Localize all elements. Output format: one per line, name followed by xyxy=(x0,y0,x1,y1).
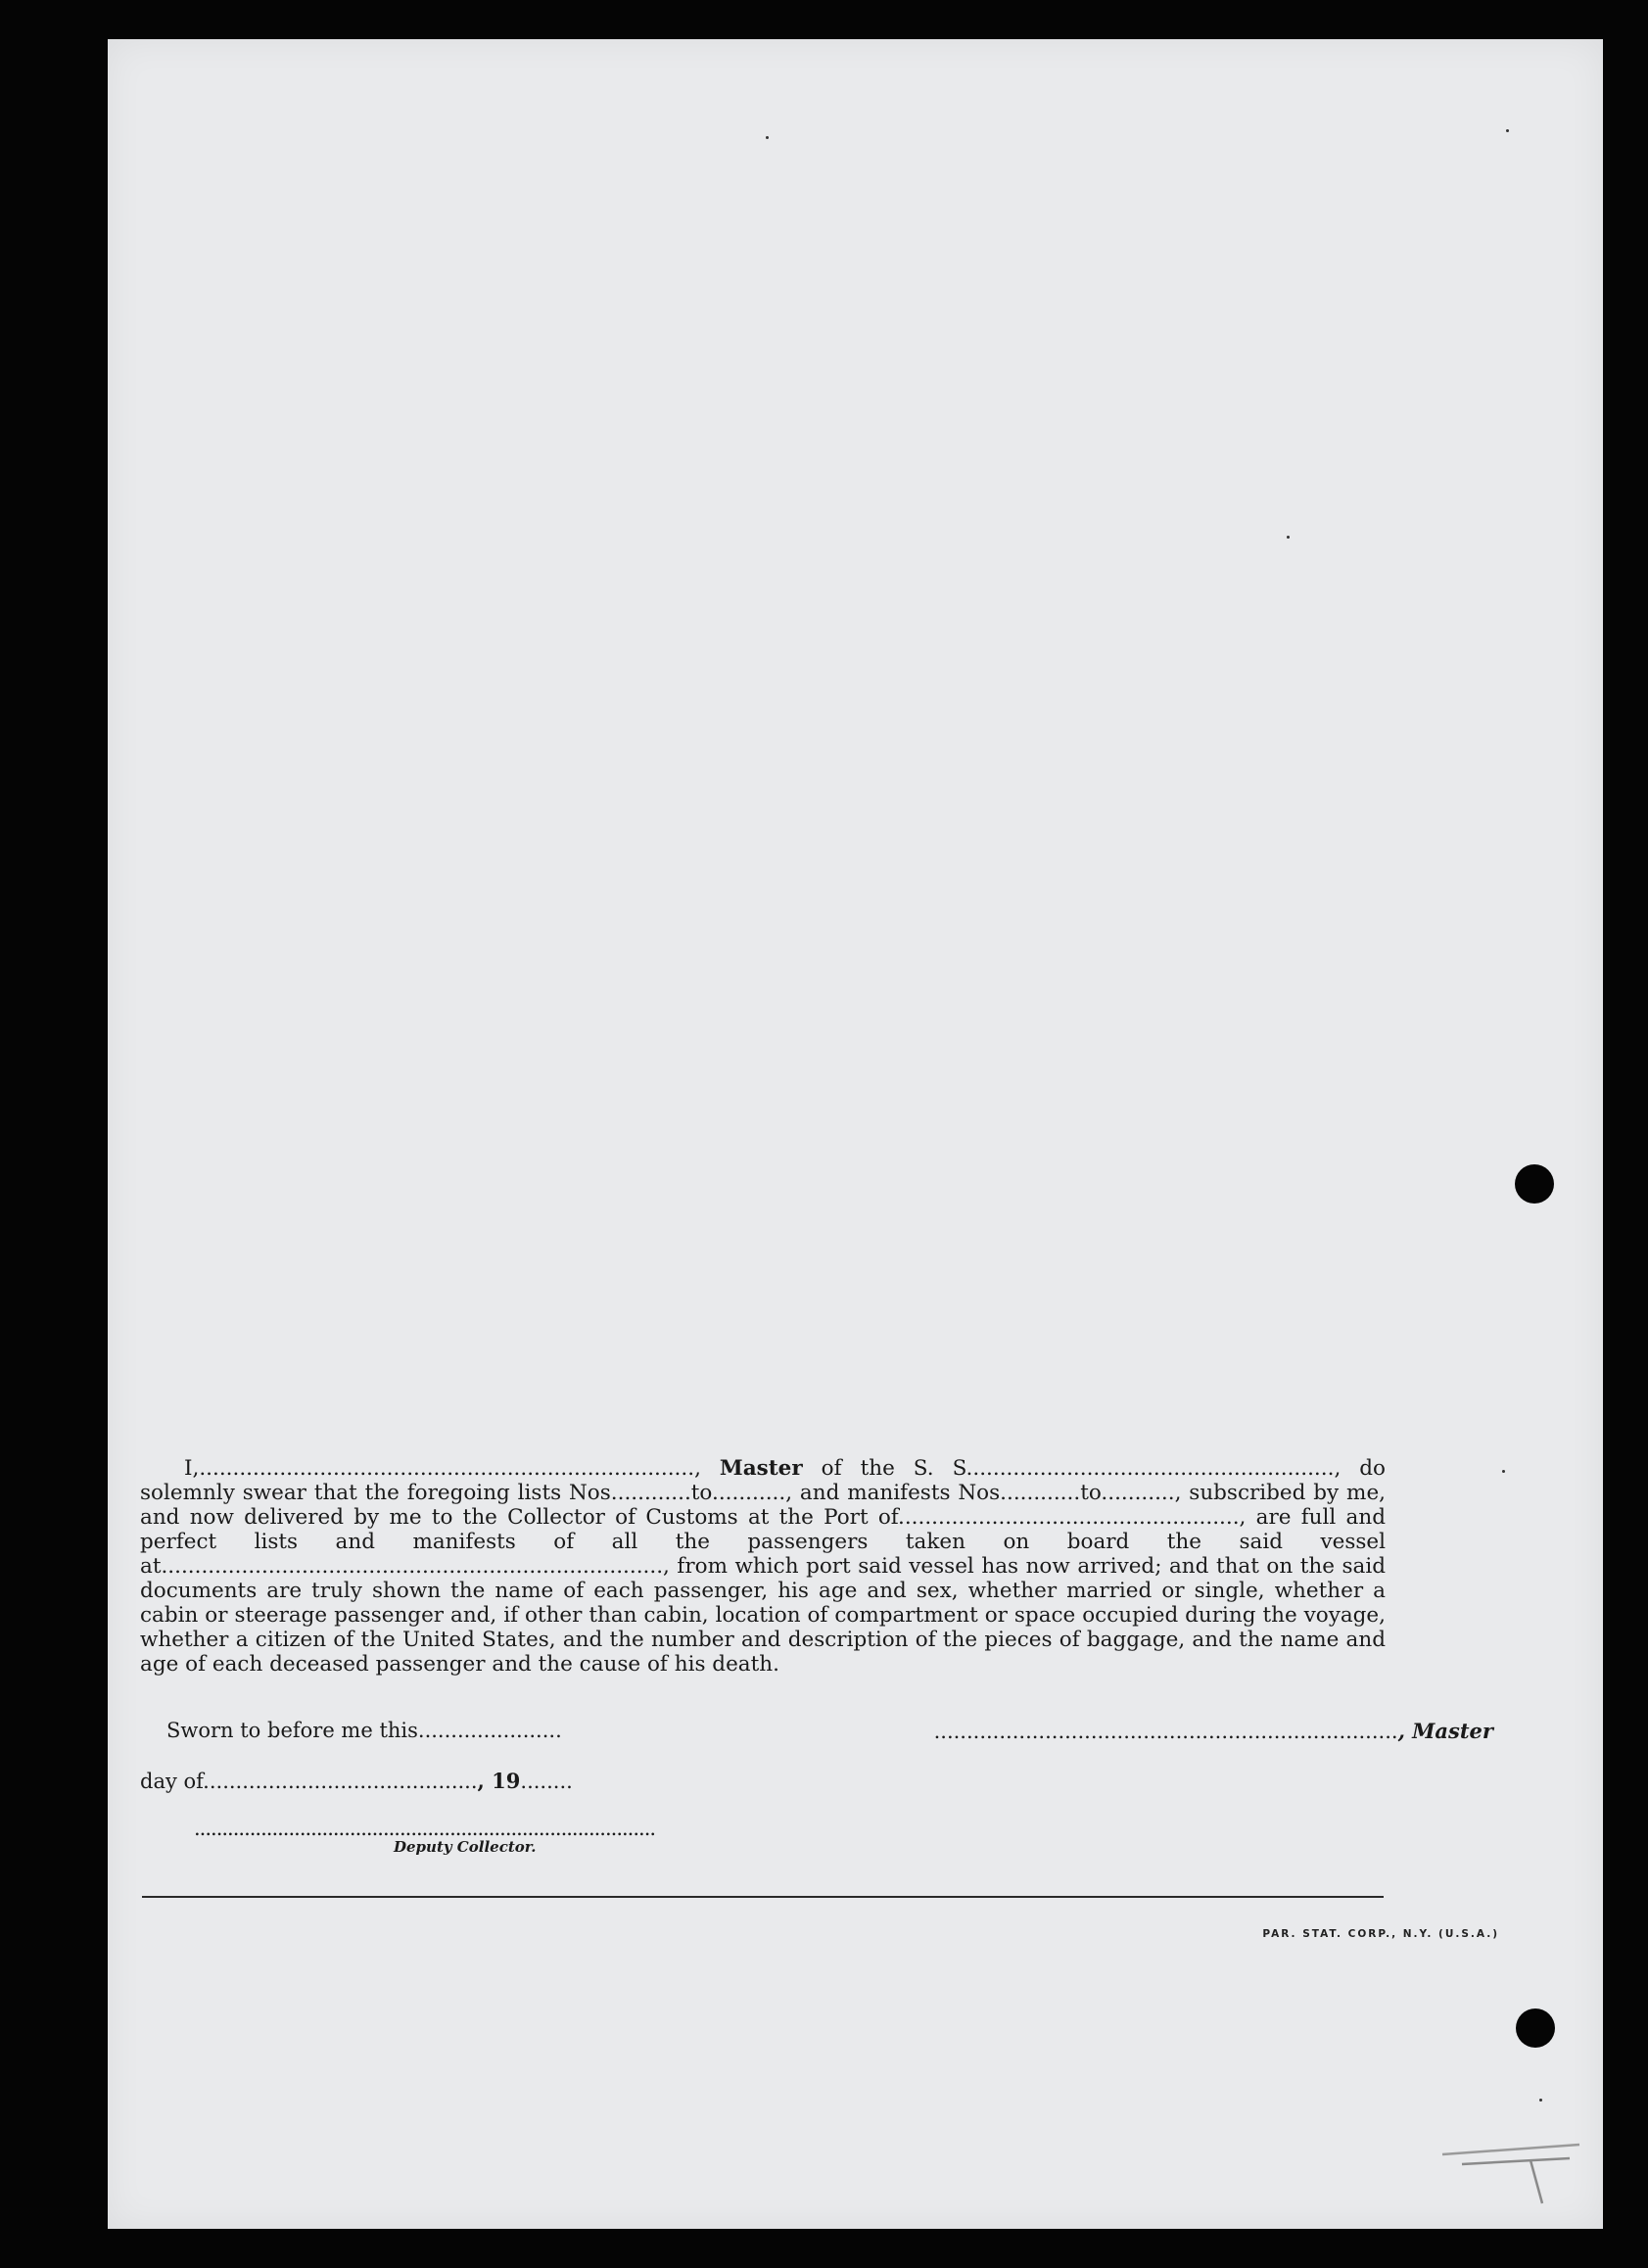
lists-from-field[interactable]: ............ xyxy=(610,1481,691,1505)
manifests-to-field[interactable]: ........... xyxy=(1101,1481,1175,1505)
master-name-field[interactable]: .......................................................................... xyxy=(199,1456,695,1481)
deputy-signature-field[interactable]: ................................................................................... xyxy=(194,1817,656,1840)
manifests-from-field[interactable]: ............ xyxy=(1000,1481,1081,1505)
dust-speck xyxy=(1506,129,1509,132)
sworn-day-field[interactable]: ...................... xyxy=(417,1719,562,1742)
master-signature-line xyxy=(934,1719,1493,1743)
master-signature-field[interactable]: ....................................................................... xyxy=(933,1720,1398,1743)
form-page xyxy=(108,39,1603,2229)
master-signature-label: , Master xyxy=(1397,1719,1493,1743)
day-of-line: day of.........................................., 19........ xyxy=(140,1769,573,1793)
dust-speck xyxy=(1539,2099,1542,2102)
master-bold-label: Master xyxy=(719,1456,803,1481)
punch-hole xyxy=(1516,2008,1555,2048)
deputy-collector-label: Deputy Collector. xyxy=(394,1838,537,1856)
lists-to-field[interactable]: ........... xyxy=(712,1481,786,1505)
year-field[interactable]: ........ xyxy=(520,1770,573,1793)
printer-imprint: PAR. STAT. CORP., N.Y. (U.S.A.) xyxy=(1262,1928,1499,1940)
handwritten-mark xyxy=(1433,2135,1589,2213)
dust-speck xyxy=(1502,1470,1505,1473)
sworn-line: Sworn to before me this...................... xyxy=(166,1719,562,1742)
dust-speck xyxy=(766,136,769,139)
port-field[interactable]: ................................................... xyxy=(898,1505,1240,1530)
master-oath-paragraph: I,.........................................................................., Master of the S. S......................................................., do solemnly swear that the foregoing lists Nos............to..........., and manifests Nos............to..........., subscribed by me, and now delivered by me to the Collector of Customs at the Port of..................................................., are full and perfect lists and manifests of all the passengers taken on board the said vessel at..........................................................................., from which port said vessel has now arrived; and that on the said documents are truly shown the name of each passenger, his age and sex, whether married or single, whether a cabin or steerage passenger and, if other than cabin, location of compartment or space occupied during the voyage, whether a citizen of the United States, and the number and description of the pieces of baggage, and the name and age of each deceased passenger and the cause of his death. xyxy=(140,1456,1386,1677)
dust-speck xyxy=(1287,536,1290,539)
vessel-name-field[interactable]: ...................................................... xyxy=(972,1456,1335,1481)
bottom-rule xyxy=(142,1896,1384,1898)
embark-port-field[interactable]: ........................................................................... xyxy=(161,1554,664,1579)
punch-hole xyxy=(1515,1164,1554,1204)
month-field[interactable]: .......................................... xyxy=(203,1770,478,1793)
